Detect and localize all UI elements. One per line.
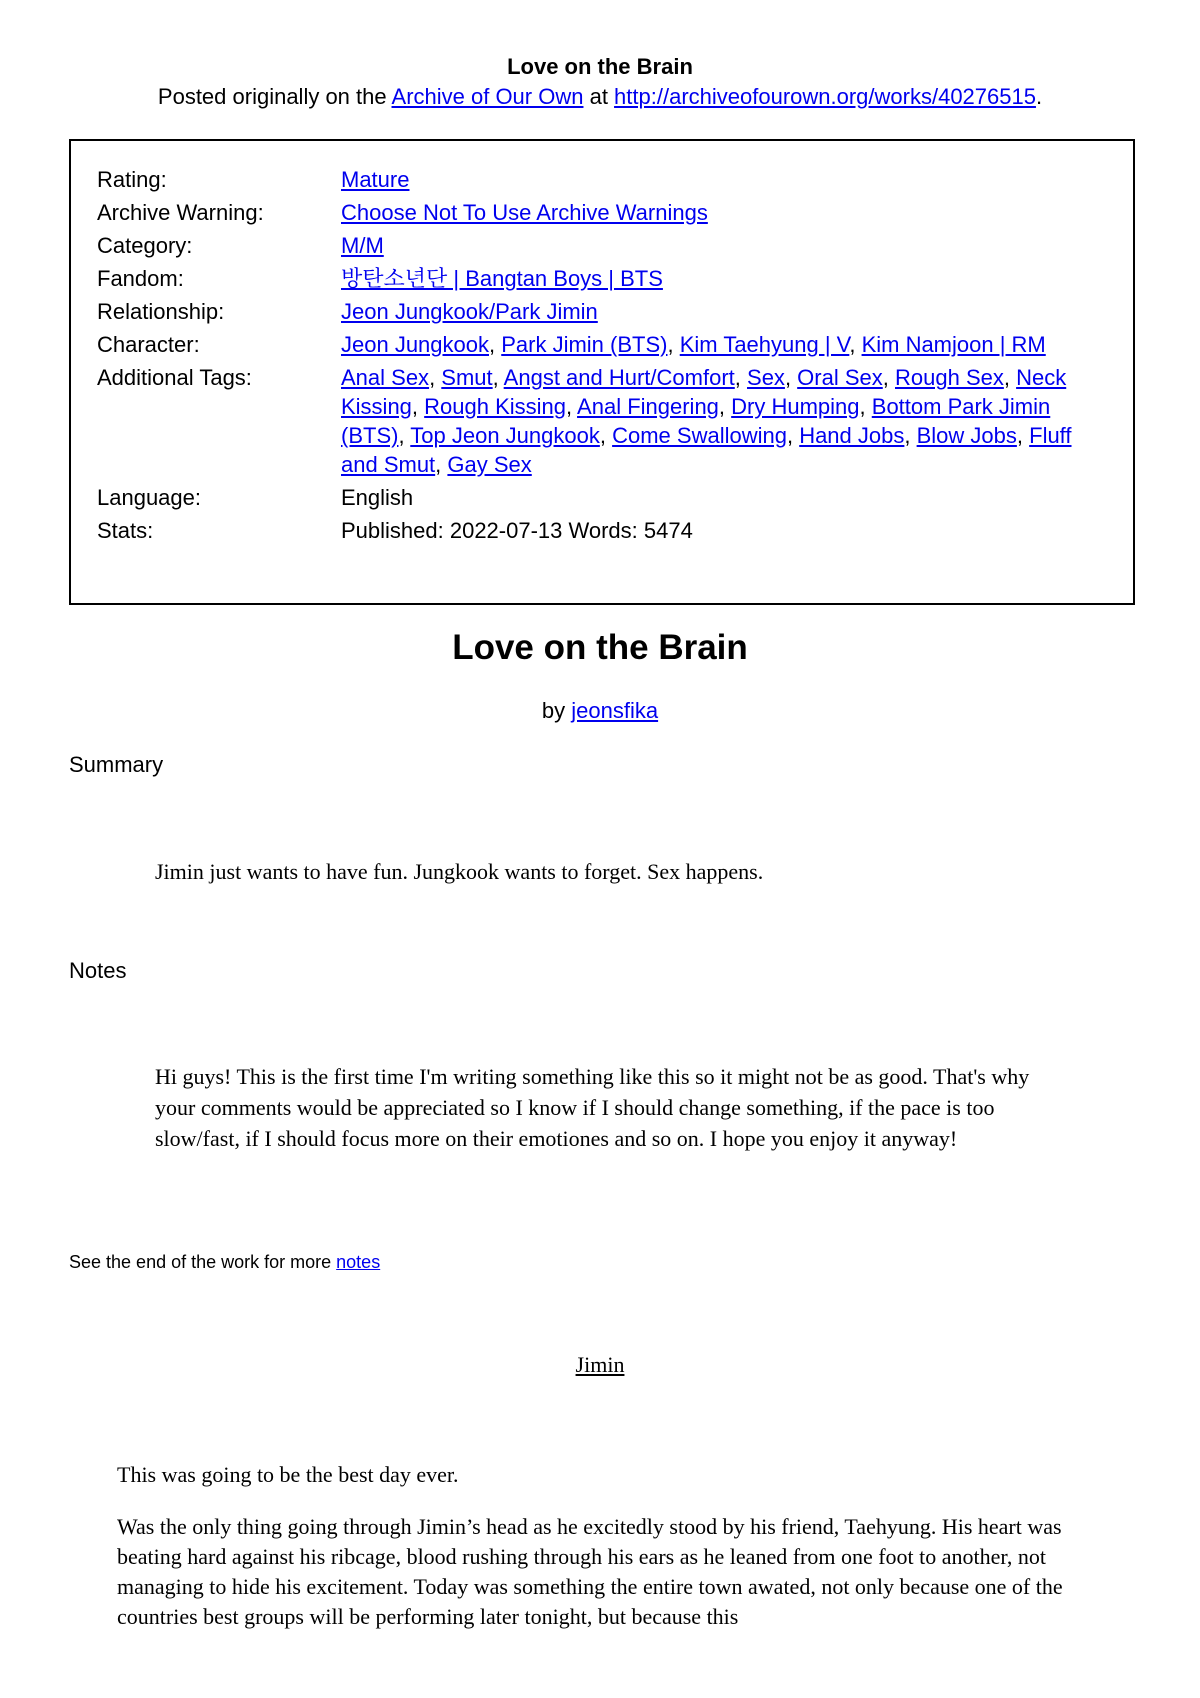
notes-link[interactable]: notes <box>336 1252 381 1272</box>
period: . <box>1035 84 1043 109</box>
tag-link[interactable]: Anal Sex <box>341 365 430 390</box>
meta-row-language <box>97 483 1107 516</box>
meta-row-stats <box>97 516 1107 545</box>
category-label: Category: <box>97 233 193 258</box>
tag-link[interactable]: Fluff and Smut <box>341 423 1072 477</box>
tag-link[interactable]: Neck Kissing <box>341 365 1067 419</box>
at-text: at <box>583 84 615 109</box>
tag-link[interactable]: Gay Sex <box>447 452 532 477</box>
character-label: Character: <box>97 332 200 357</box>
character-list: Jeon Jungkook, Park Jimin (BTS), Kim Taehyung | V, Kim Namjoon | RM <box>341 332 1046 357</box>
meta-row-fandom <box>97 264 1107 297</box>
chapter-title <box>0 1350 1200 1380</box>
warning-label: Archive Warning: <box>97 200 264 225</box>
end-note-prefix: See the end of the work for more <box>69 1252 337 1272</box>
work-header <box>0 52 1200 112</box>
work-title: Love on the Brain <box>452 628 748 667</box>
tag-link[interactable]: Blow Jobs <box>916 423 1017 448</box>
tag-link[interactable]: Bottom Park Jimin (BTS) <box>341 394 1051 448</box>
tag-list: Anal Sex, Smut, Angst and Hurt/Comfort, Sex, Oral Sex, Rough Sex, Neck Kissing, Rough Kissing, Anal Fingering, Dry Humping, Bottom Park Jimin (BTS), Top Jeon Jungkook, Come Swallowing, Hand Jobs, Blow Jobs, Fluff and Smut, Gay Sex <box>341 365 1072 477</box>
by-text: by <box>541 698 572 723</box>
tag-link[interactable]: Top Jeon Jungkook <box>410 423 600 448</box>
notes-text: Hi guys! This is the first time I'm writing something like this so it might not be as good. That's why your comments would be appreciated so I know if I should change something, if the pace is too slow/fast, if I should focus more on their emotiones and so on. I hope you enjoy it anyway! <box>155 1064 1030 1151</box>
archive-link[interactable]: Archive of Our Own <box>391 84 584 109</box>
stats-label: Stats: <box>97 518 154 543</box>
meta-row-character <box>97 330 1107 363</box>
character-link[interactable]: Kim Namjoon | RM <box>861 332 1046 357</box>
meta-row-rating <box>97 165 1107 198</box>
tag-link[interactable]: Dry Humping <box>731 394 860 419</box>
posted-prefix: Posted originally on the <box>157 84 392 109</box>
posted-line <box>0 82 1200 112</box>
tag-link[interactable]: Oral Sex <box>797 365 883 390</box>
header-title: Love on the Brain <box>507 54 693 79</box>
meta-row-warning <box>97 198 1107 231</box>
fandom-label: Fandom: <box>97 266 184 291</box>
metadata-table <box>97 165 1107 545</box>
tag-link[interactable]: Anal Fingering <box>577 394 719 419</box>
author-link[interactable]: jeonsfika <box>571 698 659 723</box>
relationship-link[interactable]: Jeon Jungkook/Park Jimin <box>341 299 598 324</box>
language-label: Language: <box>97 485 201 510</box>
byline <box>0 696 1200 726</box>
tag-link[interactable]: Angst and Hurt/Comfort <box>503 365 735 390</box>
chapter-body <box>117 1460 1087 1654</box>
tags-label: Additional Tags: <box>97 365 252 390</box>
character-link[interactable]: Kim Taehyung | V <box>679 332 850 357</box>
tag-link[interactable]: Hand Jobs <box>799 423 905 448</box>
tag-link[interactable]: Rough Sex <box>895 365 1004 390</box>
warning-link[interactable]: Choose Not To Use Archive Warnings <box>341 200 708 225</box>
meta-row-relationship <box>97 297 1107 330</box>
tag-link[interactable]: Smut <box>441 365 493 390</box>
relationship-label: Relationship: <box>97 299 225 324</box>
metadata-box <box>69 139 1135 605</box>
summary-heading: Summary <box>69 752 164 777</box>
rating-link[interactable]: Mature <box>341 167 410 192</box>
fandom-link[interactable]: 방탄소년단 | Bangtan Boys | BTS <box>341 266 663 291</box>
meta-row-category <box>97 231 1107 264</box>
rating-label: Rating: <box>97 167 167 192</box>
notes-heading: Notes <box>69 958 127 983</box>
end-notes-line <box>69 1250 380 1274</box>
work-url-link[interactable]: http://archiveofourown.org/works/40276515 <box>614 84 1036 109</box>
tag-link[interactable]: Come Swallowing <box>612 423 787 448</box>
stats-value: Published: 2022-07-13 Words: 5474 <box>341 518 693 543</box>
body-paragraph: This was going to be the best day ever. <box>117 1462 459 1487</box>
summary-text: Jimin just wants to have fun. Jungkook wants to forget. Sex happens. <box>155 859 764 884</box>
tag-link[interactable]: Sex <box>747 365 785 390</box>
meta-row-tags <box>97 363 1107 483</box>
body-paragraph: Was the only thing going through Jimin’s head as he excitedly stood by his friend, Taehyung. His heart was beating hard against his ribcage, blood rushing through his ears as he leaned from one foot to another, not managing to hide his excitement. Today was something the entire town awated, not only because one of the countries best groups will be performing later tonight, but because this <box>117 1514 1063 1629</box>
character-link[interactable]: Jeon Jungkook <box>341 332 489 357</box>
language-value: English <box>341 485 414 510</box>
category-link[interactable]: M/M <box>341 233 384 258</box>
tag-link[interactable]: Rough Kissing <box>424 394 567 419</box>
chapter-title-text: Jimin <box>575 1352 625 1377</box>
character-link[interactable]: Park Jimin (BTS) <box>501 332 668 357</box>
